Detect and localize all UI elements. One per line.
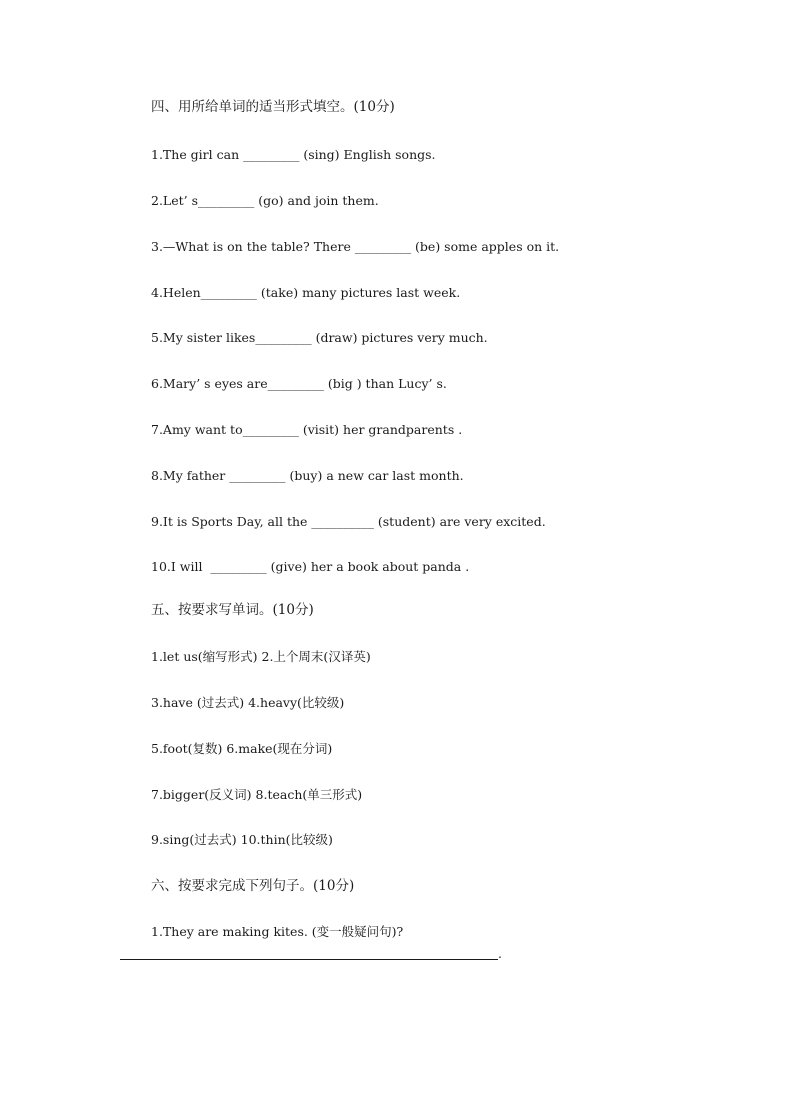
section-4-item-3: 3.—What is on the table? There _________ (be) some apples on it. (151, 239, 560, 254)
section-5-item-3: 5.foot(复数) 6.make(现在分词) (151, 741, 333, 756)
section-4-item-10: 10.I will _________ (give) her a book about panda . (151, 559, 470, 574)
section-4-item-1: 1.The girl can _________ (sing) English songs. (151, 147, 436, 162)
section-5-item-5: 9.sing(过去式) 10.thin(比较级) (151, 832, 333, 847)
section-5-item-4: 7.bigger(反义词) 8.teach(单三形式) (151, 787, 363, 802)
section-4-item-2: 2.Let’ s_________ (go) and join them. (151, 193, 379, 208)
section-5-item-2: 3.have (过去式) 4.heavy(比较级) (151, 695, 345, 710)
section-4-item-7: 7.Amy want to_________ (visit) her grandparents . (151, 422, 463, 437)
answer-line-period: . (498, 946, 502, 961)
section-4-item-4: 4.Helen_________ (take) many pictures last week. (151, 285, 461, 300)
section-4-title: 四、用所给单词的适当形式填空。(10分) (151, 99, 395, 115)
section-6-item-1: 1.They are making kites. (变一般疑问句)? (151, 924, 404, 939)
section-6-title: 六、按要求完成下列句子。(10分) (151, 878, 355, 894)
section-4-item-8: 8.My father _________ (buy) a new car last month. (151, 468, 464, 483)
answer-line (120, 959, 498, 960)
section-4-item-9: 9.It is Sports Day, all the __________ (student) are very excited. (151, 514, 546, 529)
section-4-item-5: 5.My sister likes_________ (draw) pictures very much. (151, 330, 488, 345)
section-5-title: 五、按要求写单词。(10分) (151, 602, 314, 618)
section-4-item-6: 6.Mary’ s eyes are_________ (big ) than Lucy’ s. (151, 376, 447, 391)
section-5-item-1: 1.let us(缩写形式) 2.上个周末(汉译英) (151, 649, 371, 664)
